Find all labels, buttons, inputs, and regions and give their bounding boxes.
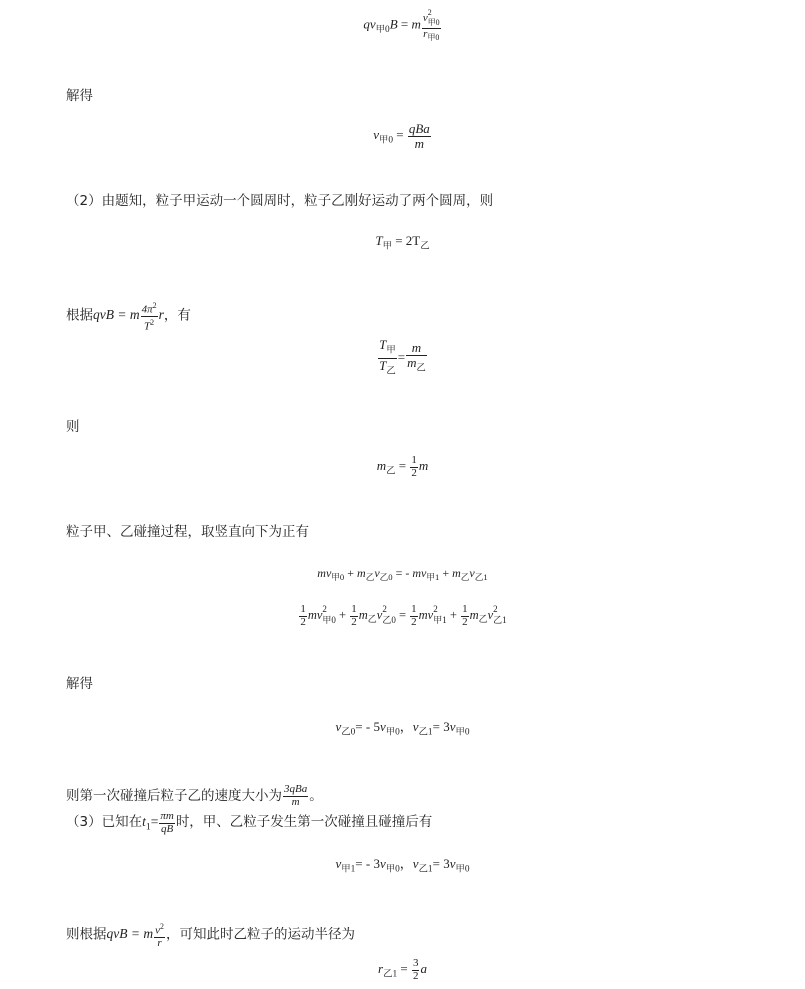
fraction-v2-over-r-inline: $\frac{v^2}{r}$ xyxy=(155,922,164,949)
text-according-formula: 根据qvB = m $\frac{4\pi^2}{T^2}$ r，有 xyxy=(66,301,191,333)
text-collision-process: 粒子甲、乙碰撞过程，取竖直向下为正有 xyxy=(66,524,309,540)
equation-lorentz-force-jia: $qv_{甲0}B = m$ v 2 甲0 $r_{甲0}$ xyxy=(363,8,440,42)
equation-m-yi: $m_乙$ = $\frac{1}{2}$ m xyxy=(376,454,429,479)
fraction-T-ratio: $\frac{T_甲}{T_乙}$ xyxy=(379,337,396,377)
equation-velocities-part3: $v_{甲1}= - 3v_{甲0}$，$v_{乙1}= 3v_{甲0}$ xyxy=(335,856,470,875)
equation-velocities-after-first: $v_{乙0}= - 5v_{甲0}$，$v_{乙1}= 3v_{甲0}$ xyxy=(335,719,470,738)
text-then: 则 xyxy=(66,419,80,435)
equation-v-jia0: $v_{甲0}$ = $\frac{\text{qBa}}{m}$ xyxy=(373,121,430,151)
fraction-m-ratio: $\frac{m}{m_乙}$ xyxy=(407,340,426,374)
equation-energy-conservation: $\frac{1}{2}$ mv 2 甲0 + $\frac{1}{2}$ $m_乙v$ 2 乙0 = $\frac{1}{2}$ mv 2 甲1 + $\frac{1}{2}$ $m_乙v$ 2 乙1 xyxy=(300,603,507,628)
fraction-half-b: $\frac{1}{2}$ xyxy=(351,603,357,628)
fraction-pim-over-qB: $\frac{\pi m}{qB}$ xyxy=(160,810,174,835)
fraction-half-a: $\frac{1}{2}$ xyxy=(300,603,306,628)
equation-r-yi1: $r_{乙1}$ = $\frac{3}{2}$ a xyxy=(378,957,427,982)
text-part-3: （3）已知在$t_1=$ $\frac{\pi m}{qB}$ 时，甲、乙粒子发生第一次碰撞且碰撞后有 xyxy=(66,810,433,835)
fraction-one-half: $\frac{1}{2}$ xyxy=(411,454,417,479)
text-part-2: （2）由题知，粒子甲运动一个圆周时，粒子乙刚好运动了两个圆周，则 xyxy=(66,193,494,209)
equation-period-relation: $T_甲 = 2T_乙$ xyxy=(375,233,430,252)
fraction-half-c: $\frac{1}{2}$ xyxy=(411,603,417,628)
fraction-v2-over-r: v 2 甲0 $r_{甲0}$ xyxy=(422,8,440,42)
fraction-3qBa-over-m: $\frac{\text{3qBa}}{m}$ xyxy=(284,783,308,808)
text-solve-1: 解得 xyxy=(66,88,93,104)
text-radius-from-formula: 则根据qvB = m $\frac{v^2}{r}$ ，可知此时乙粒子的运动半径为 xyxy=(66,922,355,949)
equation-momentum-conservation: $mv_{甲0} + m_乙v_{乙0}$ = - $mv_{甲1} + m_乙v_{乙1}$ xyxy=(317,566,488,583)
fraction-qBa-over-m: $\frac{\text{qBa}}{m}$ xyxy=(408,121,430,151)
equation-mass-ratio: $\frac{T_甲}{T_乙}$ = $\frac{m}{m_乙}$ xyxy=(0,338,805,379)
fraction-half-d: $\frac{1}{2}$ xyxy=(462,603,468,628)
text-speed-of-yi: 则第一次碰撞后粒子乙的速度大小为 $\frac{\text{3qBa}}{m}$ 。 xyxy=(66,783,323,808)
text-solve-2: 解得 xyxy=(66,676,93,692)
fraction-4pi2-over-T2: $\frac{4\pi^2}{T^2}$ xyxy=(141,301,157,333)
fraction-three-halves: $\frac{3}{2}$ xyxy=(412,957,419,982)
